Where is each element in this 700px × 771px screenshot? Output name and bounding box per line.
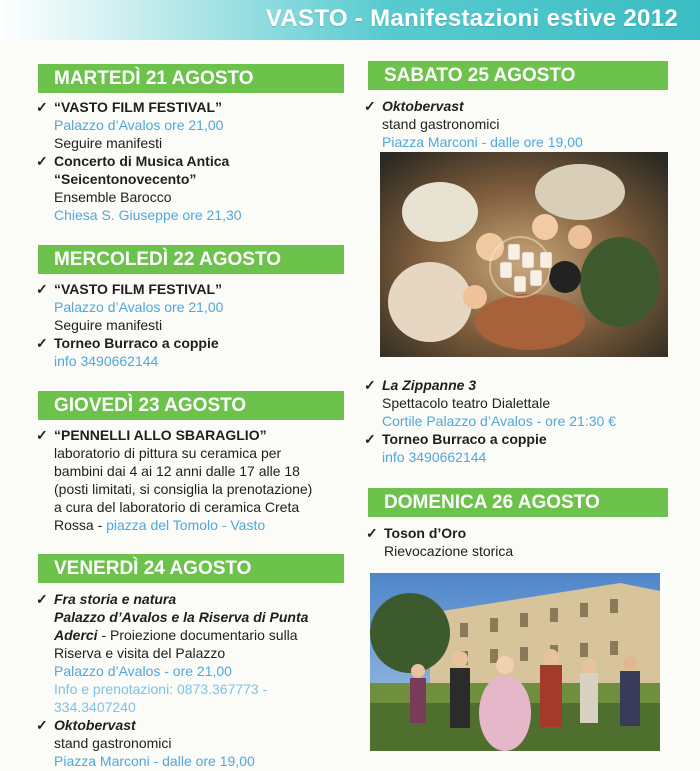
- event-title: Concerto di Musica Antica: [54, 153, 230, 169]
- event-toson-doro: [366, 524, 684, 560]
- event-desc-line: laboratorio di pittura su ceramica per: [54, 445, 282, 461]
- event-location: Piazza Marconi - dalle ore 19,00: [54, 753, 255, 769]
- event-desc-line: Riserva e visita del Palazzo: [54, 645, 226, 661]
- event-title: Toson d’Oro: [384, 525, 467, 541]
- event-desc-line: a cura del laboratorio di ceramica Creta: [54, 499, 300, 515]
- event-subtitle: stand gastronomici: [54, 735, 172, 751]
- event-title: “PENNELLI ALLO SBARAGLIO”: [54, 427, 267, 443]
- day-header-domenica-26: DOMENICA 26 AGOSTO: [368, 488, 668, 517]
- event-list-25-b: [364, 376, 692, 466]
- event-note: Seguire manifesti: [54, 317, 163, 333]
- event-title: Oktobervast: [54, 717, 136, 733]
- event-list-23: [36, 426, 354, 534]
- event-info: info 3490662144: [382, 449, 487, 465]
- event-oktobervast-25: [364, 97, 682, 151]
- event-title: Torneo Burraco a coppie: [54, 335, 219, 351]
- event-location: Cortile Palazzo d’Avalos - ore 21:30 €: [382, 413, 616, 429]
- event-list-22: [36, 280, 354, 370]
- day-header-sabato-25: SABATO 25 AGOSTO: [368, 61, 668, 90]
- event-title: Torneo Burraco a coppie: [382, 431, 547, 447]
- check-icon: ✓: [364, 98, 376, 114]
- event-location: Chiesa S. Giuseppe ore 21,30: [54, 207, 242, 223]
- event-desc-line: Rossa -: [54, 517, 107, 533]
- check-icon: ✓: [366, 525, 378, 541]
- event-subtitle: Spettacolo teatro Dialettale: [382, 395, 551, 411]
- event-location: Palazzo d’Avalos ore 21,00: [54, 117, 224, 133]
- event-title: Oktobervast: [382, 98, 464, 114]
- event-title-line: Aderci: [54, 627, 98, 643]
- event-desc: - Proiezione documentario sulla: [97, 627, 298, 643]
- header-bar: [0, 0, 700, 40]
- check-icon: ✓: [364, 431, 376, 447]
- event-info: Info e prenotazioni: 0873.367773 -: [54, 681, 268, 697]
- day-header-venerdi-24: VENERDÌ 24 AGOSTO: [38, 554, 344, 583]
- event-subtitle: stand gastronomici: [382, 116, 500, 132]
- event-title-line2: “Seicentonovecento”: [54, 171, 197, 187]
- event-note: Seguire manifesti: [54, 135, 163, 151]
- event-subtitle: Ensemble Barocco: [54, 189, 172, 205]
- crowd-toast-image: [380, 152, 668, 357]
- event-info: info 3490662144: [54, 353, 159, 369]
- event-list-24: [36, 590, 354, 770]
- event-title-line: Palazzo d’Avalos e la Riserva di Punta: [54, 609, 309, 625]
- event-title: Fra storia e natura: [54, 591, 177, 607]
- day-header-giovedi-23: GIOVEDÌ 23 AGOSTO: [38, 391, 344, 420]
- event-desc-line: (posti limitati, si consiglia la prenotazione): [54, 481, 313, 497]
- event-location: Palazzo d’Avalos - ore 21,00: [54, 663, 232, 679]
- check-icon: ✓: [36, 153, 48, 169]
- check-icon: ✓: [36, 427, 48, 443]
- check-icon: ✓: [364, 377, 376, 393]
- event-info: 334.3407240: [54, 699, 136, 715]
- event-location: piazza del Tomolo - Vasto: [106, 517, 266, 533]
- check-icon: ✓: [36, 591, 48, 607]
- event-location: Piazza Marconi - dalle ore 19,00: [382, 134, 583, 150]
- check-icon: ✓: [36, 99, 48, 115]
- day-header-martedi-21: MARTEDÌ 21 AGOSTO: [38, 64, 344, 93]
- check-icon: ✓: [36, 335, 48, 351]
- day-header-mercoledi-22: MERCOLEDÌ 22 AGOSTO: [38, 245, 344, 274]
- page-title: VASTO - Manifestazioni estive 2012: [265, 5, 678, 32]
- event-desc-line: bambini dai 4 ai 12 anni dalle 17 alle 18: [54, 463, 300, 479]
- event-title: “VASTO FILM FESTIVAL”: [54, 281, 222, 297]
- event-title: La Zippanne 3: [382, 377, 477, 393]
- event-subtitle: Rievocazione storica: [384, 543, 514, 559]
- palace-costume-image: [370, 573, 660, 751]
- event-vasto-film-festival-21: [36, 98, 354, 224]
- check-icon: ✓: [36, 717, 48, 733]
- event-title: “VASTO FILM FESTIVAL”: [54, 99, 222, 115]
- check-icon: ✓: [36, 281, 48, 297]
- reenactment-photo: [370, 573, 660, 751]
- oktoberfest-photo: [380, 152, 668, 357]
- event-location: Palazzo d’Avalos ore 21,00: [54, 299, 224, 315]
